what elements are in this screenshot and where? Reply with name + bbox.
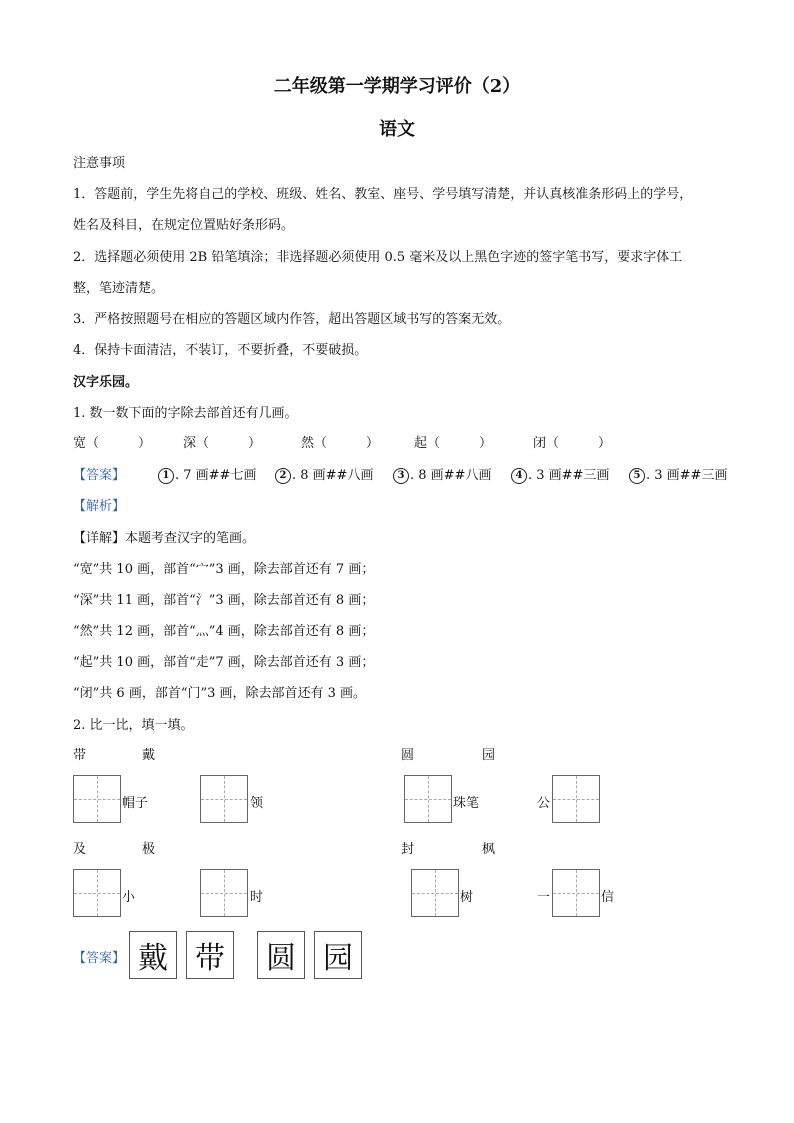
- section-title: 汉字乐园。: [73, 375, 139, 390]
- writing-box[interactable]: [552, 869, 600, 917]
- q1-answer-label: 【答案】: [73, 468, 126, 483]
- pair-char: 园: [482, 748, 496, 763]
- writing-box[interactable]: [404, 775, 452, 823]
- explanation-line: “宽”共 10 画，部首“宀”3 画，除去部首还有 7 画；: [73, 562, 375, 577]
- answer-char-box: 带: [186, 931, 234, 979]
- word-suffix: 树: [460, 890, 474, 905]
- pair-char: 极: [142, 842, 156, 857]
- q2-prompt: 2. 比一比，填一填。: [73, 718, 194, 733]
- circled-number: 1: [158, 468, 174, 484]
- answer-text: . 3 画##三画: [528, 468, 610, 483]
- circled-number: 2: [275, 468, 291, 484]
- pair-char: 封: [401, 842, 415, 857]
- answer-char-box: 圆: [257, 931, 305, 979]
- pair-char: 及: [73, 842, 87, 857]
- pair-char: 带: [73, 748, 87, 763]
- notice-heading: 注意事项: [73, 156, 126, 171]
- q1-prompt: 1. 数一数下面的字除去部首还有几画。: [73, 406, 298, 421]
- explanation-line: “闭”共 6 画，部首“门”3 画，除去部首还有 3 画。: [73, 686, 367, 701]
- explanation-line: “然”共 12 画，部首“灬”4 画，除去部首还有 8 画；: [73, 624, 375, 639]
- circled-number: 4: [511, 468, 527, 484]
- answer-char-box: 戴: [129, 931, 177, 979]
- q1-answer-item: [629, 464, 727, 484]
- word-suffix: 信: [601, 890, 615, 905]
- writing-box[interactable]: [73, 775, 121, 823]
- word-suffix: 领: [250, 796, 264, 811]
- notice-line: 2．选择题必须使用 2B 铅笔填涂；非选择题必须使用 0.5 毫米及以上黑色字迹的签字笔书写，要求字体工: [73, 250, 683, 265]
- q2-answer-label: 【答案】: [73, 951, 126, 966]
- explanation-line: “深”共 11 画，部首“氵”3 画，除去部首还有 8 画；: [73, 593, 375, 608]
- q1-char: 宽（ ）: [73, 436, 152, 451]
- q1-char: 然（ ）: [301, 436, 380, 451]
- answer-text: . 8 画##八画: [292, 468, 374, 483]
- q1-answer-item: [275, 464, 373, 484]
- word-suffix: 时: [250, 890, 264, 905]
- notice-line: 4．保持卡面清洁，不装订，不要折叠，不要破损。: [73, 343, 368, 358]
- writing-box[interactable]: [73, 869, 121, 917]
- analysis-label: 【解析】: [73, 499, 126, 514]
- explanation-line: “起”共 10 画，部首“走”7 画，除去部首还有 3 画；: [73, 655, 375, 670]
- page-title: 二年级第一学期学习评价（2）: [273, 76, 521, 97]
- word-prefix: 公: [537, 796, 551, 811]
- q1-answer-item: [393, 464, 491, 484]
- notice-line: 整，笔迹清楚。: [73, 281, 165, 296]
- word-suffix: 帽子: [122, 796, 149, 811]
- q1-char: 闭（ ）: [533, 436, 612, 451]
- detail-line: 【详解】本题考查汉字的笔画。: [73, 531, 256, 546]
- answer-char-box: 园: [314, 931, 362, 979]
- pair-char: 枫: [482, 842, 496, 857]
- word-suffix: 小: [122, 890, 136, 905]
- answer-text: . 3 画##三画: [646, 468, 728, 483]
- word-suffix: 珠笔: [453, 796, 480, 811]
- q1-answer-item: [158, 464, 256, 484]
- pair-char: 戴: [142, 748, 156, 763]
- writing-box[interactable]: [200, 775, 248, 823]
- answer-text: . 8 画##八画: [410, 468, 492, 483]
- q1-answer-item: [511, 464, 609, 484]
- q1-char: 深（ ）: [183, 436, 262, 451]
- circled-number: 5: [629, 468, 645, 484]
- circled-number: 3: [393, 468, 409, 484]
- pair-char: 圆: [401, 748, 415, 763]
- writing-box[interactable]: [552, 775, 600, 823]
- q1-char: 起（ ）: [414, 436, 493, 451]
- writing-box[interactable]: [200, 869, 248, 917]
- notice-line: 1．答题前，学生先将自己的学校、班级、姓名、教室、座号、学号填写清楚，并认真核准条形码上的学号，: [73, 187, 693, 202]
- word-prefix: 一: [537, 890, 551, 905]
- notice-line: 姓名及科目，在规定位置贴好条形码。: [73, 218, 295, 233]
- notice-line: 3．严格按照题号在相应的答题区域内作答，超出答题区域书写的答案无效。: [73, 312, 511, 327]
- writing-box[interactable]: [411, 869, 459, 917]
- page-subtitle: 语文: [379, 119, 415, 140]
- answer-text: . 7 画##七画: [175, 468, 257, 483]
